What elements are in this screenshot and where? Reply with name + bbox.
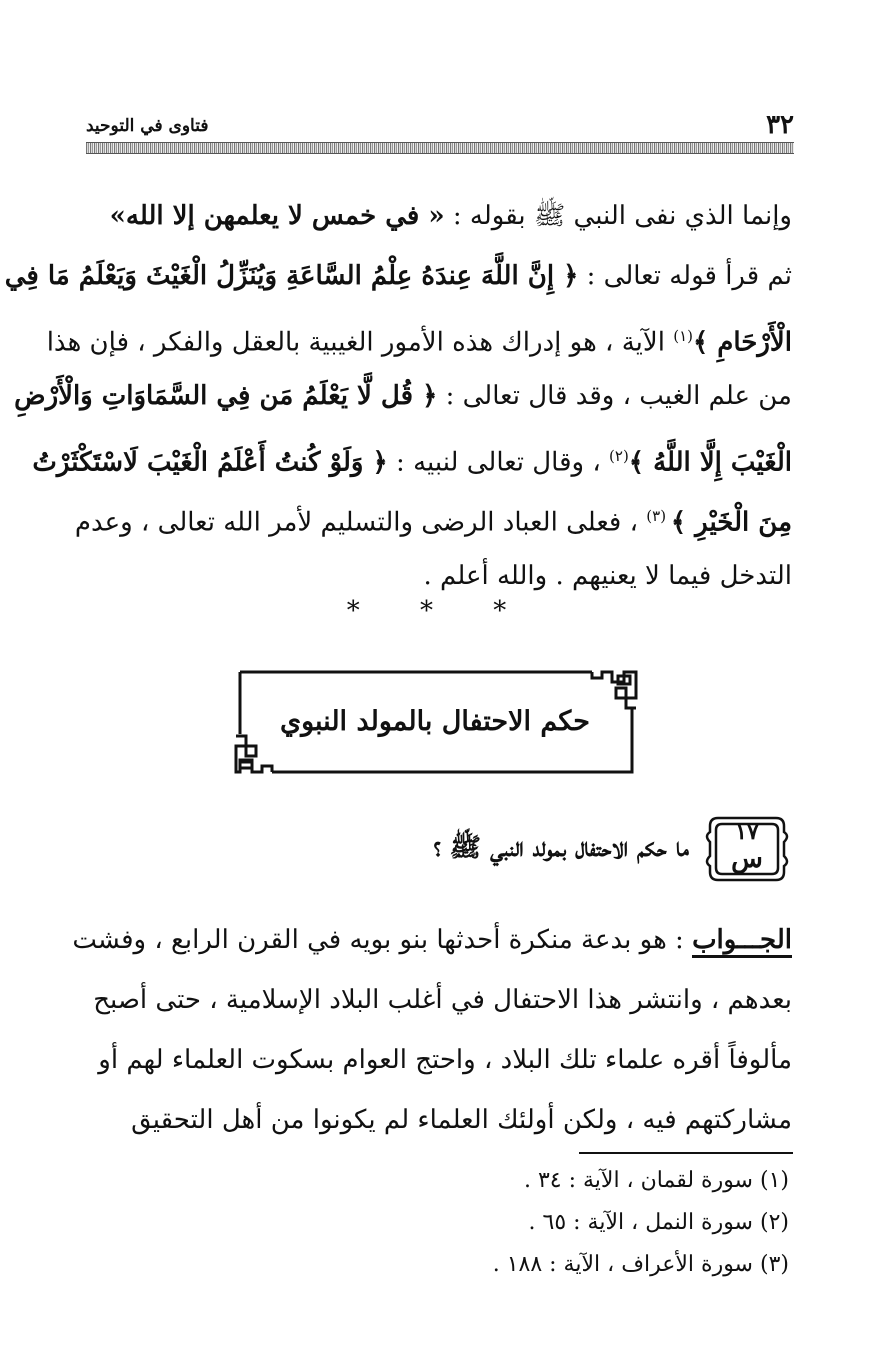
line-text: من علم الغيب ، وقد قال تعالى :: [437, 381, 792, 411]
line-text: التدخل فيما لا يعنيهم . والله أعلم .: [423, 561, 792, 591]
footnote-1: (١) سورة لقمان ، الآية : ٣٤ .: [523, 1168, 789, 1193]
footnote-ref[interactable]: (١): [673, 327, 693, 345]
section-title-frame: [232, 668, 640, 776]
line-text: الآية ، هو إدراك هذه الأمور الغيبية بالعقل والفكر ، فإن هذا: [46, 327, 674, 358]
header-divider: [86, 142, 794, 154]
section-separator: * * *: [346, 596, 533, 626]
quran-quote: الْأَرْحَامِ ﴾: [693, 327, 792, 358]
text-line: [32, 426, 792, 486]
hadith-quote: « في خمس لا يعلمهن إلا الله»: [109, 201, 445, 231]
text-line: [14, 366, 792, 426]
question-number-badge: [704, 812, 790, 886]
quran-quote: ﴿ وَلَوْ كُنتُ أَعْلَمُ الْغَيْبَ لَاسْتَكْثَرْتُ: [32, 447, 388, 478]
text-line: [74, 486, 792, 546]
footnote-ref[interactable]: (٣): [646, 507, 671, 525]
footnotes: [189, 1160, 789, 1286]
text-line: مشاركتهم فيه ، ولكن أولئك العلماء لم يكونوا من أهل التحقيق: [131, 1105, 792, 1135]
quran-quote: ﴿ قُل لَّا يَعْلَمُ مَن فِي السَّمَاوَاتِ وَالْأَرْضِ: [14, 381, 438, 411]
line-text: ثم قرأ قوله تعالى :: [578, 261, 792, 291]
line-text: : هو بدعة منكرة أحدثها بنو بويه في القرن الرابع ، وفشت: [72, 925, 693, 955]
quran-quote: ﴿ إِنَّ اللَّهَ عِندَهُ عِلْمُ السَّاعَةِ وَيُنَزِّلُ الْغَيْثَ وَيَعْلَمُ مَا فِي: [4, 261, 579, 291]
text-line: [80, 186, 792, 246]
line-text: وإنما الذي نفى النبي ﷺ بقوله :: [444, 201, 792, 231]
answer-paragraph: [72, 910, 792, 1150]
quran-quote: الْغَيْبَ إِلَّا اللَّهُ ﴾: [628, 447, 792, 478]
text-line: بعدهم ، وانتشر هذا الاحتفال في أغلب البلاد الإسلامية ، حتى أصبح: [93, 985, 792, 1015]
question-number: ١٧: [735, 819, 759, 845]
running-title: فتاوى في التوحيد: [86, 116, 209, 136]
page-header: [86, 108, 794, 142]
line-text: ، فعلى العباد الرضى والتسليم لأمر الله تعالى ، وعدم: [74, 507, 647, 538]
section-title: حكم الاحتفال بالمولد النبوي: [279, 706, 590, 737]
question-text: ما حكم الاحتفال بمولد النبي ﷺ ؟: [433, 833, 689, 863]
answer-label: الجـــواب: [692, 925, 792, 958]
footnote-2: (٢) سورة النمل ، الآية : ٦٥ .: [528, 1210, 789, 1235]
paragraph-1: [4, 186, 792, 606]
footnote-divider: [579, 1152, 793, 1154]
text-line: مألوفاً أقره علماء تلك البلاد ، واحتج العوام بسكوت العلماء لهم أو: [98, 1045, 792, 1075]
footnote-ref[interactable]: (٢): [609, 447, 629, 465]
text-line: [46, 306, 792, 366]
line-text: ، وقال تعالى لنبيه :: [387, 447, 610, 478]
quran-quote: مِنَ الْخَيْرِ ﴾: [670, 507, 792, 538]
footnote-3: (٣) سورة الأعراف ، الآية : ١٨٨ .: [492, 1252, 789, 1277]
text-line: [4, 246, 792, 306]
text-line: [72, 910, 792, 970]
question-letter: س: [731, 844, 763, 874]
page-number: ٣٢: [766, 110, 794, 140]
